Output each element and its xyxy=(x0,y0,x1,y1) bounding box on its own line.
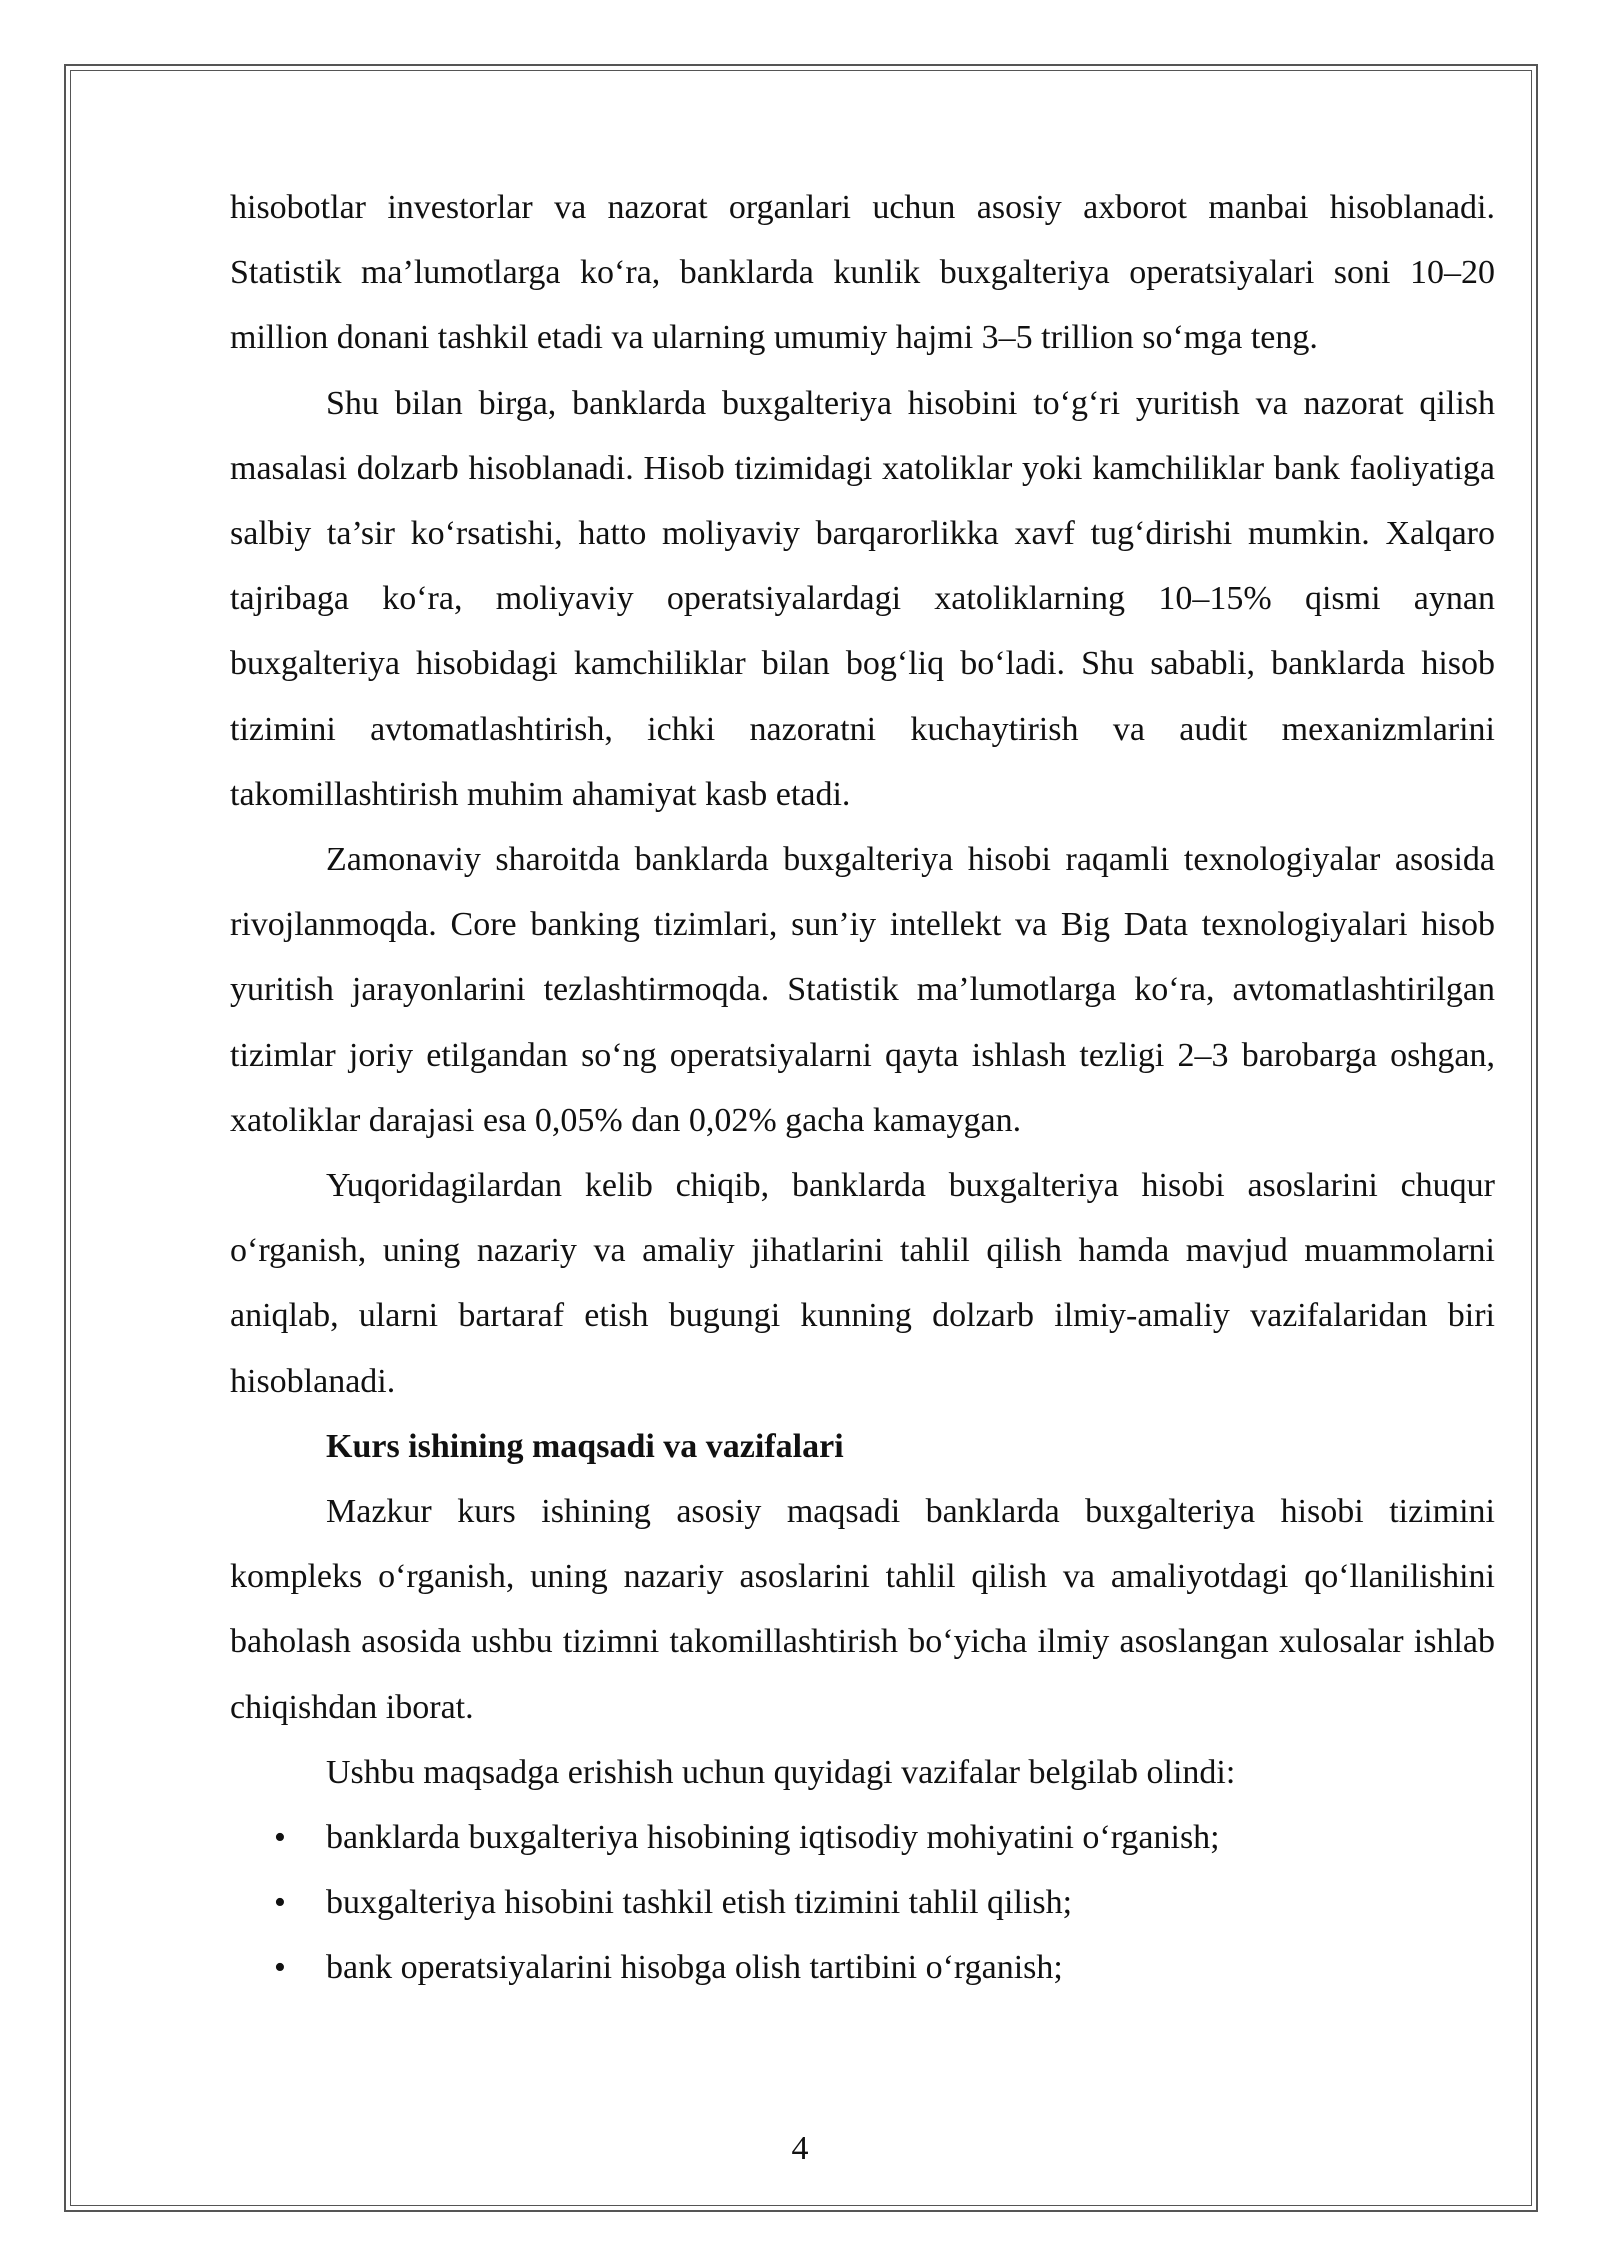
list-item-text: bank operatsiyalarini hisobga olish tartibini o‘rganish; xyxy=(326,1949,1063,1987)
tasks-list xyxy=(230,1805,1495,2001)
paragraph-digital-technologies: Zamonaviy sharoitda banklarda buxgalteriya hisobi raqamli texnologiyalar asosida rivojlanmoqda. Core banking tizimlari, sun’iy intellekt va Big Data texnologiyalari hisob yuritish jarayonlarini tezlashtirmoqda. Statistik ma’lumotlarga ko‘ra, avtomatlashtirilgan tizimlar joriy etilgandan so‘ng operatsiyalarni qayta ishlash tezligi 2–3 barobarga oshgan, xatoliklar darajasi esa 0,05% dan 0,02% gacha kamaygan. xyxy=(230,841,1495,1139)
list-item-text: buxgalteriya hisobini tashkil etish tizimini tahlil qilish; xyxy=(326,1884,1073,1922)
paragraph-conclusion: Yuqoridagilardan kelib chiqib, banklarda buxgalteriya hisobi asoslarini chuqur o‘rganish, uning nazariy va amaliy jihatlarini tahlil qilish hamda mavjud muammolarni aniqlab, ularni bartaraf etish bugungi kunning dolzarb ilmiy-amaliy vazifalaridan biri hisoblanadi. xyxy=(230,1167,1495,1400)
list-item-text: banklarda buxgalteriya hisobining iqtisodiy mohiyatini o‘rganish; xyxy=(326,1819,1220,1857)
list-item xyxy=(230,1805,1495,1870)
paragraph-tasks-intro: Ushbu maqsadga erishish uchun quyidagi vazifalar belgilab olindi: xyxy=(326,1753,1236,1791)
paragraph-accounting-control: Shu bilan birga, banklarda buxgalteriya hisobini to‘g‘ri yuritish va nazorat qilish masalasi dolzarb hisoblanadi. Hisob tizimidagi xatoliklar yoki kamchiliklar bank faoliyatiga salbiy ta’sir ko‘rsatishi, hatto moliyaviy barqarorlikka xavf tug‘dirishi mumkin. Xalqaro tajribaga ko‘ra, moliyaviy operatsiyalardagi xatoliklarning 10–15% qismi aynan buxgalteriya hisobidagi kamchiliklar bilan bog‘liq bo‘ladi. Shu sababli, banklarda hisob tizimini avtomatlashtirish, ichki nazoratni kuchaytirish va audit mexanizmlarini takomillashtirish muhim ahamiyat kasb etadi. xyxy=(230,384,1495,813)
section-heading: Kurs ishining maqsadi va vazifalari xyxy=(326,1427,844,1465)
paragraph-goal: Mazkur kurs ishining asosiy maqsadi banklarda buxgalteriya hisobi tizimini kompleks o‘rganish, uning nazariy asoslarini tahlil qilish va amaliyotdagi qo‘llanilishini baholash asosida ushbu tizimni takomillashtirish bo‘yicha ilmiy asoslangan xulosalar ishlab chiqishdan iborat. xyxy=(230,1493,1495,1726)
list-item xyxy=(230,1870,1495,1935)
paragraph-continuation: hisobotlar investorlar va nazorat organlari uchun asosiy axborot manbai hisoblanadi. Statistik ma’lumotlarga ko‘ra, banklarda kunlik buxgalteriya operatsiyalari soni 10–20 million donani tashkil etadi va ularning umumiy hajmi 3–5 trillion so‘mga teng. xyxy=(230,189,1495,357)
page-number: 4 xyxy=(791,2130,809,2167)
document-body xyxy=(230,175,1495,2001)
list-item xyxy=(230,1935,1495,2000)
bullet-icon: • xyxy=(274,1819,286,1857)
bullet-icon: • xyxy=(274,1949,286,1987)
bullet-icon: • xyxy=(274,1884,286,1922)
